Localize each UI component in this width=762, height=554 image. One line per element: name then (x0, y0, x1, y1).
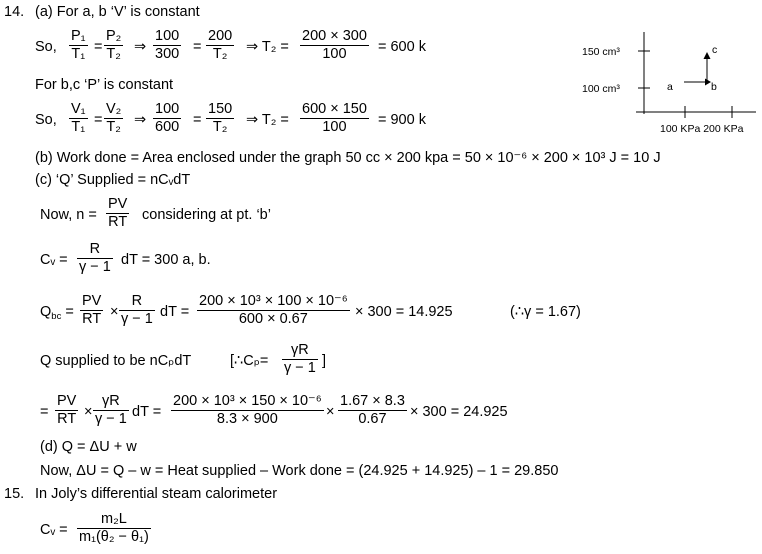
pv-graph (560, 28, 760, 138)
x-axis-labels: 100 KPa 200 KPa (660, 123, 744, 135)
fraction-200x300: 200 × 300 100 (302, 28, 367, 62)
fraction-gammar-gamma: γR γ − 1 (95, 393, 127, 427)
fraction-gamma-values: 1.67 × 8.3 0.67 (340, 393, 405, 427)
equals: = (94, 39, 103, 55)
cv-rest: dT = 300 a, b. (121, 252, 211, 268)
fraction-v1-t1: V₁ T₁ (71, 101, 86, 135)
fraction-joly: m₂L m₁(θ₂ − θ₁) (79, 511, 149, 545)
point-c: c (712, 44, 718, 56)
so-label: So, (35, 39, 57, 55)
y-label-150: 150 cm³ (582, 46, 620, 58)
fraction-pv-rt: PV RT (82, 293, 102, 327)
part-a-heading: (a) For a, b ‘V’ is constant (35, 4, 200, 20)
equals: = (193, 112, 202, 128)
t2-equals: ⇒ T₂ = (246, 39, 289, 55)
now-n-label: Now, n = (40, 207, 97, 223)
fraction-r-gamma: R γ − 1 (79, 241, 111, 275)
fraction-200-t2: 200 T₂ (208, 28, 233, 62)
implies-icon: ⇒ (134, 112, 147, 128)
y-label-100: 100 cm³ (582, 83, 620, 95)
gamma-note: (∴γ = 1.67) (510, 304, 581, 320)
point-b: b (711, 81, 717, 93)
q15-title: In Joly’s differential steam calorimeter (35, 486, 278, 502)
point-a: a (667, 81, 673, 93)
qbc-result: × 300 = 14.925 (355, 304, 453, 320)
part-bc-heading: For b,c ‘P’ is constant (35, 77, 174, 93)
fraction-pv-rt: PV RT (57, 393, 77, 427)
cv-label: Cᵥ = (40, 252, 68, 268)
qbc-label: $Q_{bc}$ = (40, 304, 74, 322)
fraction-600x150: 600 × 150 100 (302, 101, 367, 135)
t2-equals: ⇒ T₂ = (246, 112, 289, 128)
so-label: So, (35, 112, 57, 128)
result-600k: = 600 k (378, 39, 426, 55)
fraction-p2-t2: P₂ T₂ (106, 28, 122, 62)
n-note: considering at pt. ‘b’ (142, 207, 271, 223)
dt-equals: dT = (160, 304, 190, 320)
times: × (326, 404, 335, 420)
dt-equals: dT = (132, 404, 162, 420)
question-number: 14. (4, 4, 25, 20)
fraction-r-gamma: R γ − 1 (121, 293, 153, 327)
result-900k: = 900 k (378, 112, 426, 128)
equals: = (40, 404, 49, 420)
delta-u-line: Now, ΔU = Q – w = Heat supplied – Work done = (24.925 + 14.925) – 1 = 29.850 (40, 463, 559, 479)
question-number: 15. (4, 486, 25, 502)
cv-label: Cᵥ = (40, 522, 68, 538)
cp-suffix: ] (322, 353, 327, 369)
equals: = (193, 39, 202, 55)
fraction-gammar-gamma: γR γ − 1 (284, 342, 316, 376)
fraction-100-600: 100 600 (155, 101, 180, 135)
fraction-qbc-values: 200 × 10³ × 100 × 10⁻⁶ 600 × 0.67 (199, 293, 348, 327)
implies-icon: ⇒ (134, 39, 147, 55)
cp-prefix: [∴Cₚ= (230, 353, 269, 369)
arrow-up-icon (704, 52, 711, 59)
times: × (110, 304, 119, 320)
fraction-v2-t2: V₂ T₂ (106, 101, 122, 135)
equals: = (94, 112, 103, 128)
fraction-qcd-values: 200 × 10³ × 150 × 10⁻⁶ 8.3 × 900 (173, 393, 322, 427)
part-c-heading: (c) ‘Q’ Supplied = nCᵥdT (35, 172, 191, 188)
fraction-100-300: 100 300 (155, 28, 180, 62)
times: × (84, 404, 93, 420)
fraction-pv-rt: PV RT (108, 196, 128, 230)
part-b-work-done: (b) Work done = Area enclosed under the graph 50 cc × 200 kpa = 50 × 10⁻⁶ × 200 × 10³ J = 10 J (35, 150, 661, 166)
q-supplied-text: Q supplied to be nCₚdT (40, 353, 192, 369)
fraction-150-t2: 150 T₂ (208, 101, 233, 135)
fraction-p1-t1: P₁ T₁ (71, 28, 86, 62)
qcd-result: × 300 = 24.925 (410, 404, 508, 420)
part-d-heading: (d) Q = ΔU + w (40, 439, 137, 455)
